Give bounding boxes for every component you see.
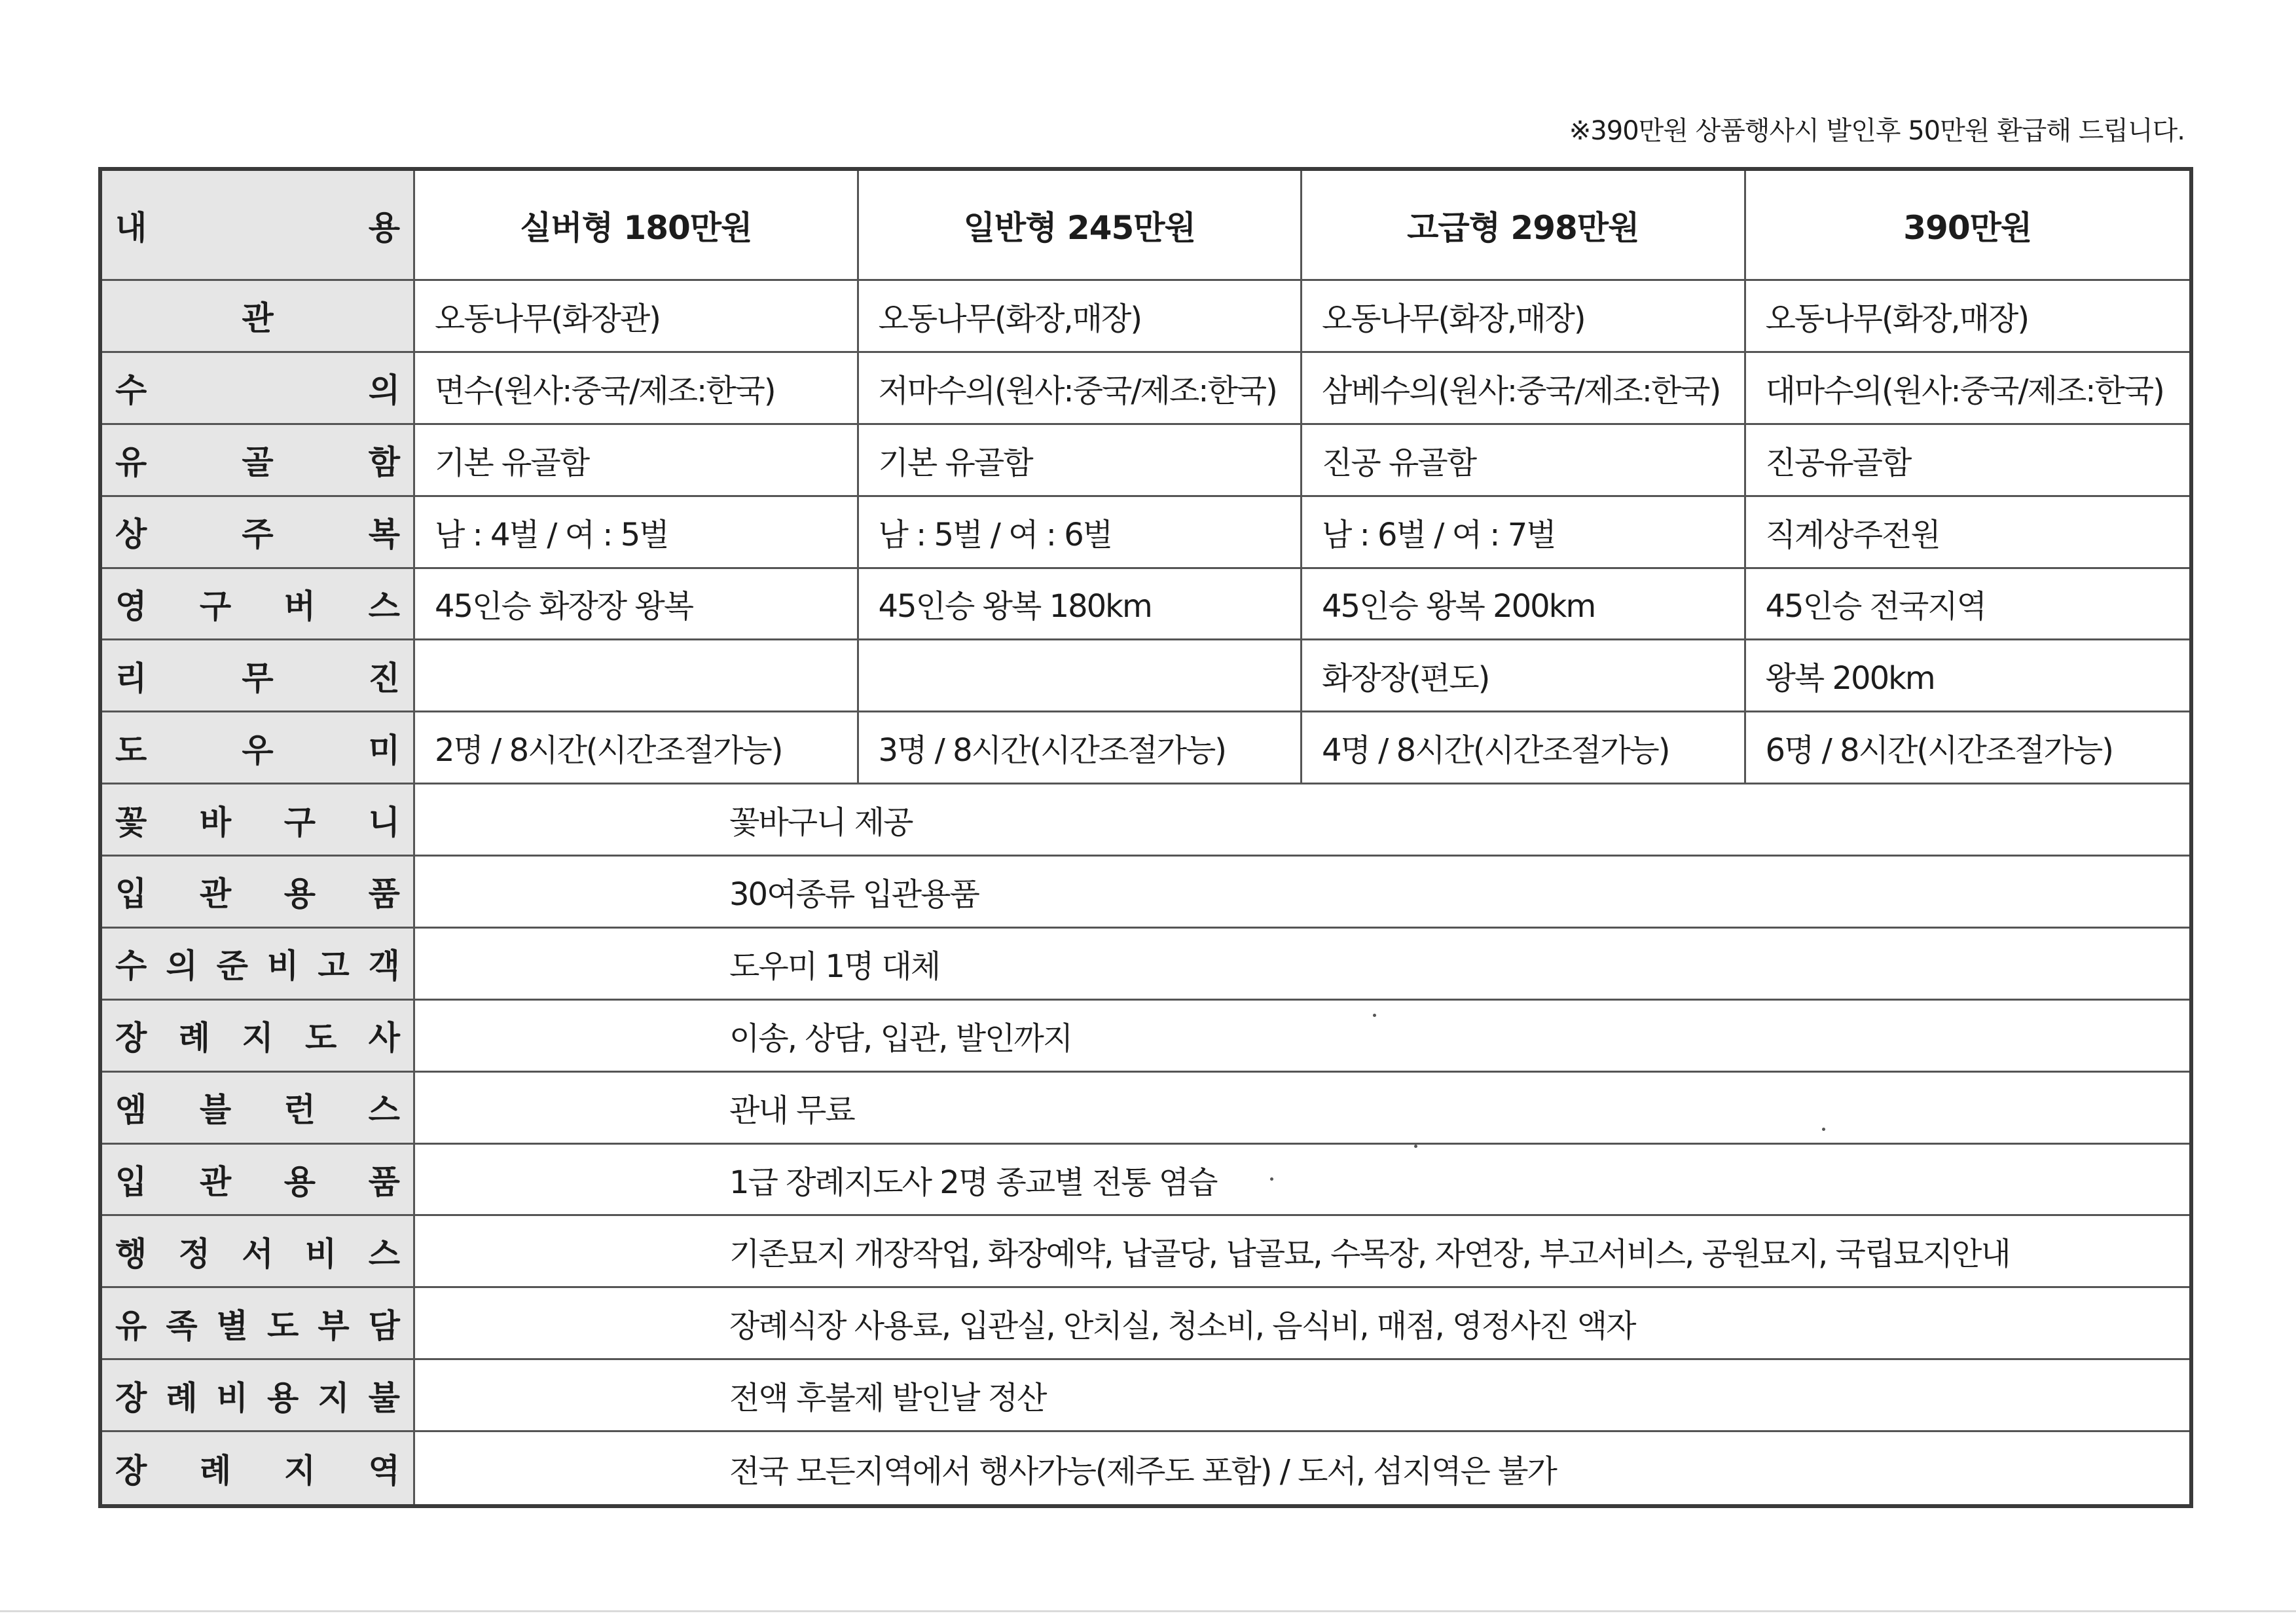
common-cell: 전액 후불제 발인날 정산: [415, 1360, 2189, 1432]
label-glyph: 품: [368, 1163, 400, 1202]
label-glyph: 지: [242, 1019, 274, 1058]
label-glyph: 엠: [115, 1091, 147, 1130]
row-label-text: [115, 580, 400, 627]
plan-cell: 3명 / 8시간(시간조절가능): [859, 712, 1303, 784]
row-label-text: [115, 1084, 400, 1131]
row-label-text: 관: [242, 299, 274, 338]
label-glyph: 블: [199, 1091, 232, 1130]
label-glyph: 객: [368, 947, 400, 986]
label-glyph: 례: [178, 1019, 210, 1058]
label-glyph: 서: [242, 1234, 274, 1273]
label-glyph: 꽃: [115, 803, 147, 841]
label-glyph: 무: [242, 659, 274, 697]
plan-cell: 화장장(편도): [1302, 640, 1746, 712]
label-glyph: 담: [368, 1306, 400, 1345]
label-glyph: 영: [115, 587, 147, 625]
plan-cell: 기본 유골함: [859, 425, 1303, 497]
label-glyph: 비: [216, 1378, 248, 1417]
label-glyph: 도: [115, 731, 147, 769]
label-glyph: 준: [216, 947, 248, 986]
label-glyph: 바: [199, 803, 232, 841]
plan-cell: 저마수의(원사:중국/제조:한국): [859, 353, 1303, 425]
label-glyph: 관: [199, 1163, 232, 1202]
label-glyph: 구: [199, 587, 232, 625]
row-label-text: [115, 364, 400, 411]
row-label: [102, 1288, 415, 1360]
row-label-text: [115, 940, 400, 987]
label-glyph: 부: [318, 1306, 350, 1345]
label-glyph: 수: [115, 371, 147, 410]
plan-cell: 오동나무(화장,매장): [859, 281, 1303, 353]
label-glyph: 함: [368, 443, 400, 482]
plan-cell: 왕복 200km: [1746, 640, 2190, 712]
label-glyph: 불: [368, 1378, 400, 1417]
row-label-text: [115, 868, 400, 915]
label-glyph: 고: [318, 947, 350, 986]
row-label: [102, 425, 415, 497]
scan-speck: [1270, 1177, 1273, 1181]
label-glyph: 의: [368, 371, 400, 410]
row-label-text: [115, 1300, 400, 1347]
row-label: [102, 1216, 415, 1288]
label-glyph: 장: [115, 1452, 147, 1490]
label-glyph: 비: [305, 1234, 337, 1273]
plan-cell: 남 : 5벌 / 여 : 6벌: [859, 497, 1303, 569]
row-label-text: [115, 436, 400, 483]
row-label: [102, 784, 415, 857]
label-glyph: 우: [242, 731, 274, 769]
row-label-text: [115, 724, 400, 771]
common-cell: 관내 무료: [415, 1073, 2189, 1145]
label-glyph: 복: [368, 515, 400, 554]
plan-cell: 남 : 4벌 / 여 : 5벌: [415, 497, 859, 569]
common-cell: 1급 장례지도사 2명 종교별 전통 염습: [415, 1145, 2189, 1217]
label-glyph: 내: [115, 208, 147, 247]
label-glyph: 미: [368, 731, 400, 769]
label-glyph: 구: [283, 803, 316, 841]
label-glyph: 품: [368, 875, 400, 913]
label-glyph: 역: [368, 1452, 400, 1490]
common-cell: 장례식장 사용료, 입관실, 안치실, 청소비, 음식비, 매점, 영정사진 액자: [415, 1288, 2189, 1360]
common-cell: 30여종류 입관용품: [415, 857, 2189, 929]
plan-cell: 2명 / 8시간(시간조절가능): [415, 712, 859, 784]
label-glyph: 관: [199, 875, 232, 913]
plan-header: 일반형 245만원: [859, 171, 1303, 281]
plan-header: 실버형 180만원: [415, 171, 859, 281]
scan-speck: [1414, 1145, 1417, 1148]
label-glyph: 입: [115, 1163, 147, 1202]
plan-cell: 오동나무(화장,매장): [1302, 281, 1746, 353]
plan-cell: 4명 / 8시간(시간조절가능): [1302, 712, 1746, 784]
row-label: [102, 640, 415, 712]
plan-cell: 45인승 왕복 180km: [859, 569, 1303, 641]
plan-cell: 삼베수의(원사:중국/제조:한국): [1302, 353, 1746, 425]
row-label-text: [115, 796, 400, 843]
scan-bottom-edge: [0, 1610, 2296, 1612]
header-label-text: [115, 202, 400, 249]
label-glyph: 도: [305, 1019, 337, 1058]
row-label: [102, 497, 415, 569]
row-label: [102, 1432, 415, 1504]
plan-cell: [415, 640, 859, 712]
label-glyph: 주: [242, 515, 274, 554]
plan-cell: [859, 640, 1303, 712]
plan-cell: 진공 유골함: [1302, 425, 1746, 497]
label-glyph: 장: [115, 1378, 147, 1417]
common-cell: 기존묘지 개장작업, 화장예약, 납골당, 납골묘, 수목장, 자연장, 부고서비스, 공원묘지, 국립묘지안내: [415, 1216, 2189, 1288]
plan-cell: 면수(원사:중국/제조:한국): [415, 353, 859, 425]
label-glyph: 례: [166, 1378, 198, 1417]
label-glyph: 별: [216, 1306, 248, 1345]
row-label-text: [115, 652, 400, 699]
scan-speck: [1822, 1128, 1825, 1131]
row-label: [102, 569, 415, 641]
label-glyph: 용: [266, 1378, 299, 1417]
label-glyph: 장: [115, 1019, 147, 1058]
label-glyph: 족: [166, 1306, 198, 1345]
label-glyph: 행: [115, 1234, 147, 1273]
row-label-text: [115, 508, 400, 555]
label-glyph: 비: [266, 947, 299, 986]
plan-cell: 오동나무(화장,매장): [1746, 281, 2190, 353]
row-label: [102, 1360, 415, 1432]
plan-cell: 45인승 화장장 왕복: [415, 569, 859, 641]
common-cell: 전국 모든지역에서 행사가능(제주도 포함) / 도서, 섬지역은 불가: [729, 1452, 1556, 1490]
row-label: [102, 353, 415, 425]
common-cell: 도우미 1명 대체: [415, 929, 2189, 1001]
label-glyph: 유: [115, 443, 147, 482]
funeral-price-table: [98, 167, 2193, 1508]
refund-note: ※390만원 상품행사시 발인후 50만원 환급해 드립니다.: [1569, 116, 2185, 146]
label-glyph: 도: [266, 1306, 299, 1345]
plan-header: 고급형 298만원: [1302, 171, 1746, 281]
row-label-text: [115, 1445, 400, 1492]
plan-header: 390만원: [1746, 171, 2190, 281]
scan-speck: [1373, 1014, 1376, 1017]
row-label: [102, 929, 415, 1001]
header-label: [102, 171, 415, 281]
label-glyph: 지: [318, 1378, 350, 1417]
plan-cell: 대마수의(원사:중국/제조:한국): [1746, 353, 2190, 425]
common-cell: 꽃바구니 제공: [415, 784, 2189, 857]
label-glyph: 정: [178, 1234, 210, 1273]
plan-cell: 남 : 6벌 / 여 : 7벌: [1302, 497, 1746, 569]
plan-cell: 직계상주전원: [1746, 497, 2190, 569]
row-label: [102, 281, 415, 353]
plan-cell: 기본 유골함: [415, 425, 859, 497]
label-glyph: 런: [283, 1091, 316, 1130]
label-glyph: 상: [115, 515, 147, 554]
row-label: [102, 712, 415, 784]
row-label-text: [115, 1372, 400, 1419]
label-glyph: 니: [368, 803, 400, 841]
label-glyph: 입: [115, 875, 147, 913]
row-label: [102, 1145, 415, 1217]
label-glyph: 스: [368, 1234, 400, 1273]
label-glyph: 스: [368, 587, 400, 625]
label-glyph: 용: [368, 208, 400, 247]
plan-cell: 45인승 왕복 200km: [1302, 569, 1746, 641]
plan-cell: 오동나무(화장관): [415, 281, 859, 353]
row-label-text: [115, 1156, 400, 1203]
label-glyph: 수: [115, 947, 147, 986]
label-glyph: 진: [368, 659, 400, 697]
label-glyph: 골: [242, 443, 274, 482]
row-label-text: [115, 1228, 400, 1275]
label-glyph: 스: [368, 1091, 400, 1130]
label-glyph: 버: [283, 587, 316, 625]
label-glyph: 용: [283, 1163, 316, 1202]
row-label: [102, 1073, 415, 1145]
row-label-text: [115, 1012, 400, 1059]
row-label: [102, 857, 415, 929]
label-glyph: 례: [199, 1452, 232, 1490]
label-glyph: 리: [115, 659, 147, 697]
label-glyph: 사: [368, 1019, 400, 1058]
plan-cell: 진공유골함: [1746, 425, 2190, 497]
common-cell: 이송, 상담, 입관, 발인까지: [415, 1001, 2189, 1073]
plan-cell: 45인승 전국지역: [1746, 569, 2190, 641]
label-glyph: 의: [166, 947, 198, 986]
plan-cell: 6명 / 8시간(시간조절가능): [1746, 712, 2190, 784]
row-label: [102, 1001, 415, 1073]
label-glyph: 지: [283, 1452, 316, 1490]
label-glyph: 용: [283, 875, 316, 913]
label-glyph: 유: [115, 1306, 147, 1345]
